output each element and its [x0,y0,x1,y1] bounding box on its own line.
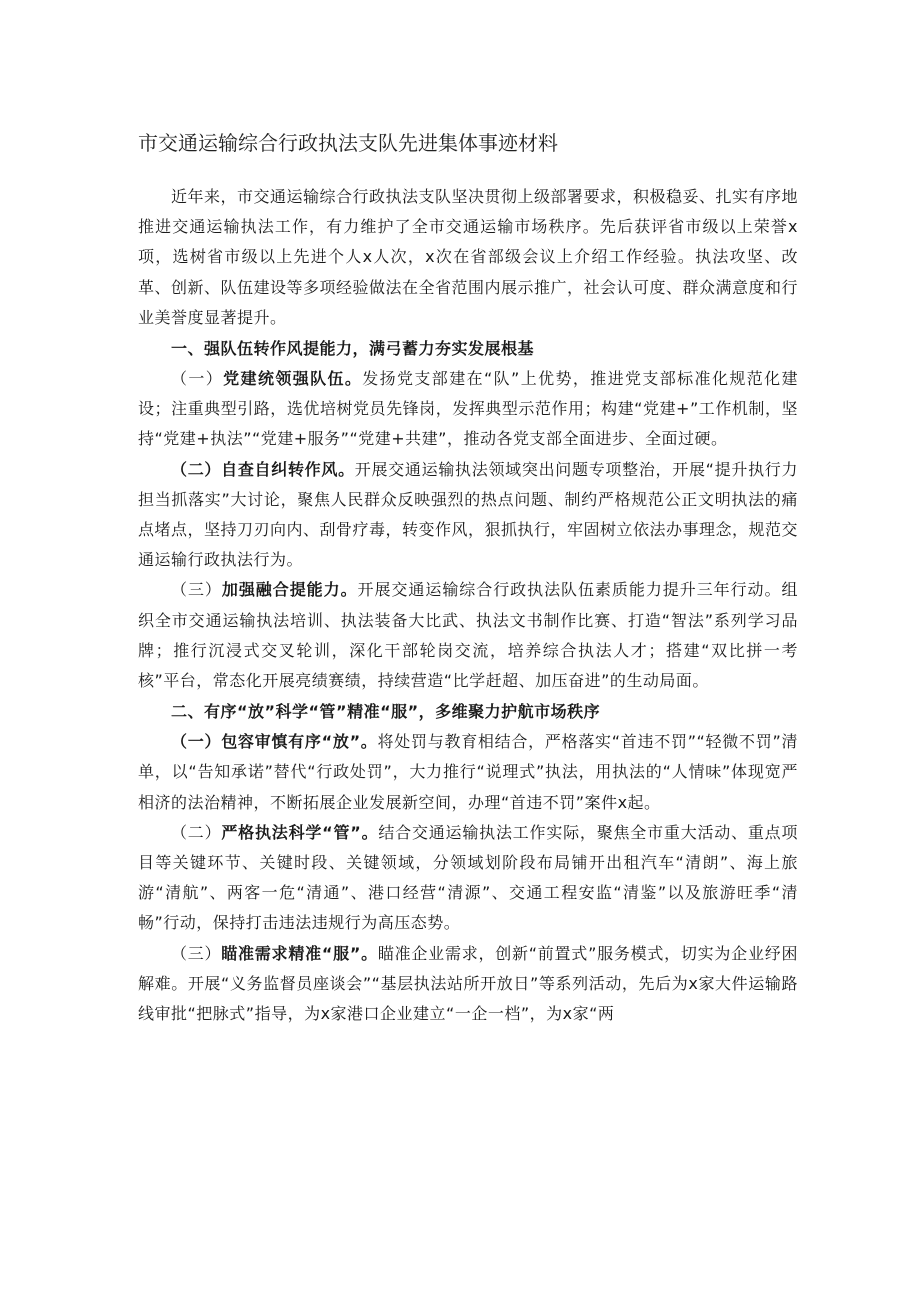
item-text: 将处罚与教育相结合，严格落实“首违不罚”“轻微不罚”清单，以“告知承诺”替代“行政处罚”，大力推行“说理式”执法，用执法的“人情味”体现宽严相济的法治精神，不断拓展企业发展新空间，办理“首违不罚”案件x起。 [138,732,798,812]
item-number: （三） [171,943,222,963]
section-heading-2: 二、有序“放”科学“管”精准“服”，多维聚力护航市场秩序 [171,702,601,722]
document-title: 市交通运输综合行政执法支队先进集体事迹材料 [138,131,558,155]
section-2-item-2 [138,818,798,939]
item-lead: 瞄准需求精准“服”。 [221,943,378,963]
item-number: （二） [171,822,222,842]
item-lead: 加强融合提能力。 [221,580,358,600]
item-text: 开展交通运输综合行政执法队伍素质能力提升三年行动。组织全市交通运输执法培训、执法装备大比武、执法文书制作比赛、打造“智法”系列学习品牌；推行沉浸式交叉轮训，深化干部轮岗交流，培养综合执法人才；搭建“双比拼一考核”平台，常态化开展亮绩赛绩，持续营造“比学赶超、加压奋进”的生动局面。 [138,580,798,691]
intro-paragraph: 近年来，市交通运输综合行政执法支队坚决贯彻上级部署要求，积极稳妥、扎实有序地推进交通运输执法工作，有力维护了全市交通运输市场秩序。先后获评省市级以上荣誉x项，选树省市级以上先进个人x人次，x次在省部级会议上介绍工作经验。执法攻坚、改革、创新、队伍建设等多项经验做法在全省范围内展示推广，社会认可度、群众满意度和行业美誉度显著提升。 [138,187,799,327]
section-2-item-3 [138,939,798,1030]
item-number: （三） [171,580,222,600]
item-text: 开展交通运输执法领域突出问题专项整治，开展“提升执行力担当抓落实”大讨论，聚焦人民群众反映强烈的热点问题、制约严格规范公正文明执法的痛点堵点，坚持刀刃向内、刮骨疗毒，转变作风，狠抓执行，牢固树立依法办事理念，规范交通运输行政执法行为。 [138,459,799,570]
item-text: 瞄准企业需求，创新“前置式”服务模式，切实为企业纾困解难。开展“义务监督员座谈会”“基层执法站所开放日”等系列活动，先后为x家大件运输路线审批“把脉式”指导，为x家港口企业建立“一企一档”，为x家“两 [138,943,798,1024]
item-text: 结合交通运输执法工作实际，聚焦全市重大活动、重点项目等关键环节、关键时段、关键领域，分领域划阶段布局铺开出租汽车“清朗”、海上旅游“清航”、两客一危“清通”、港口经营“清源”、交通工程安监“清鉴”以及旅游旺季“清畅”行动，保持打击违法违规行为高压态势。 [138,822,798,933]
item-lead: 自查自纠转作风。 [221,459,355,479]
section-1-item-2 [138,455,798,576]
section-heading-1: 一、强队伍转作风提能力，满弓蓄力夯实发展根基 [171,339,535,359]
section-1-item-1 [138,364,798,455]
section-1-item-3 [138,575,798,696]
item-lead: 包容审慎有序“放”。 [221,732,378,752]
document-page [138,128,798,1029]
item-lead: 严格执法科学“管”。 [221,822,379,842]
section-2-item-1 [138,727,798,818]
item-number: （一） [171,369,224,389]
item-number: （二） [171,459,222,479]
item-number: （一） [171,732,222,752]
item-text: 发扬党支部建在“队”上优势，推进党支部标准化规范化建设；注重典型引路，选优培树党员先锋岗，发挥典型示范作用；构建“党建+”工作机制，坚持“党建+执法”“党建+服务”“党建+共建”，推动各党支部全面进步、全面过硬。 [138,369,798,449]
item-lead: 党建统领强队伍。 [223,369,363,389]
